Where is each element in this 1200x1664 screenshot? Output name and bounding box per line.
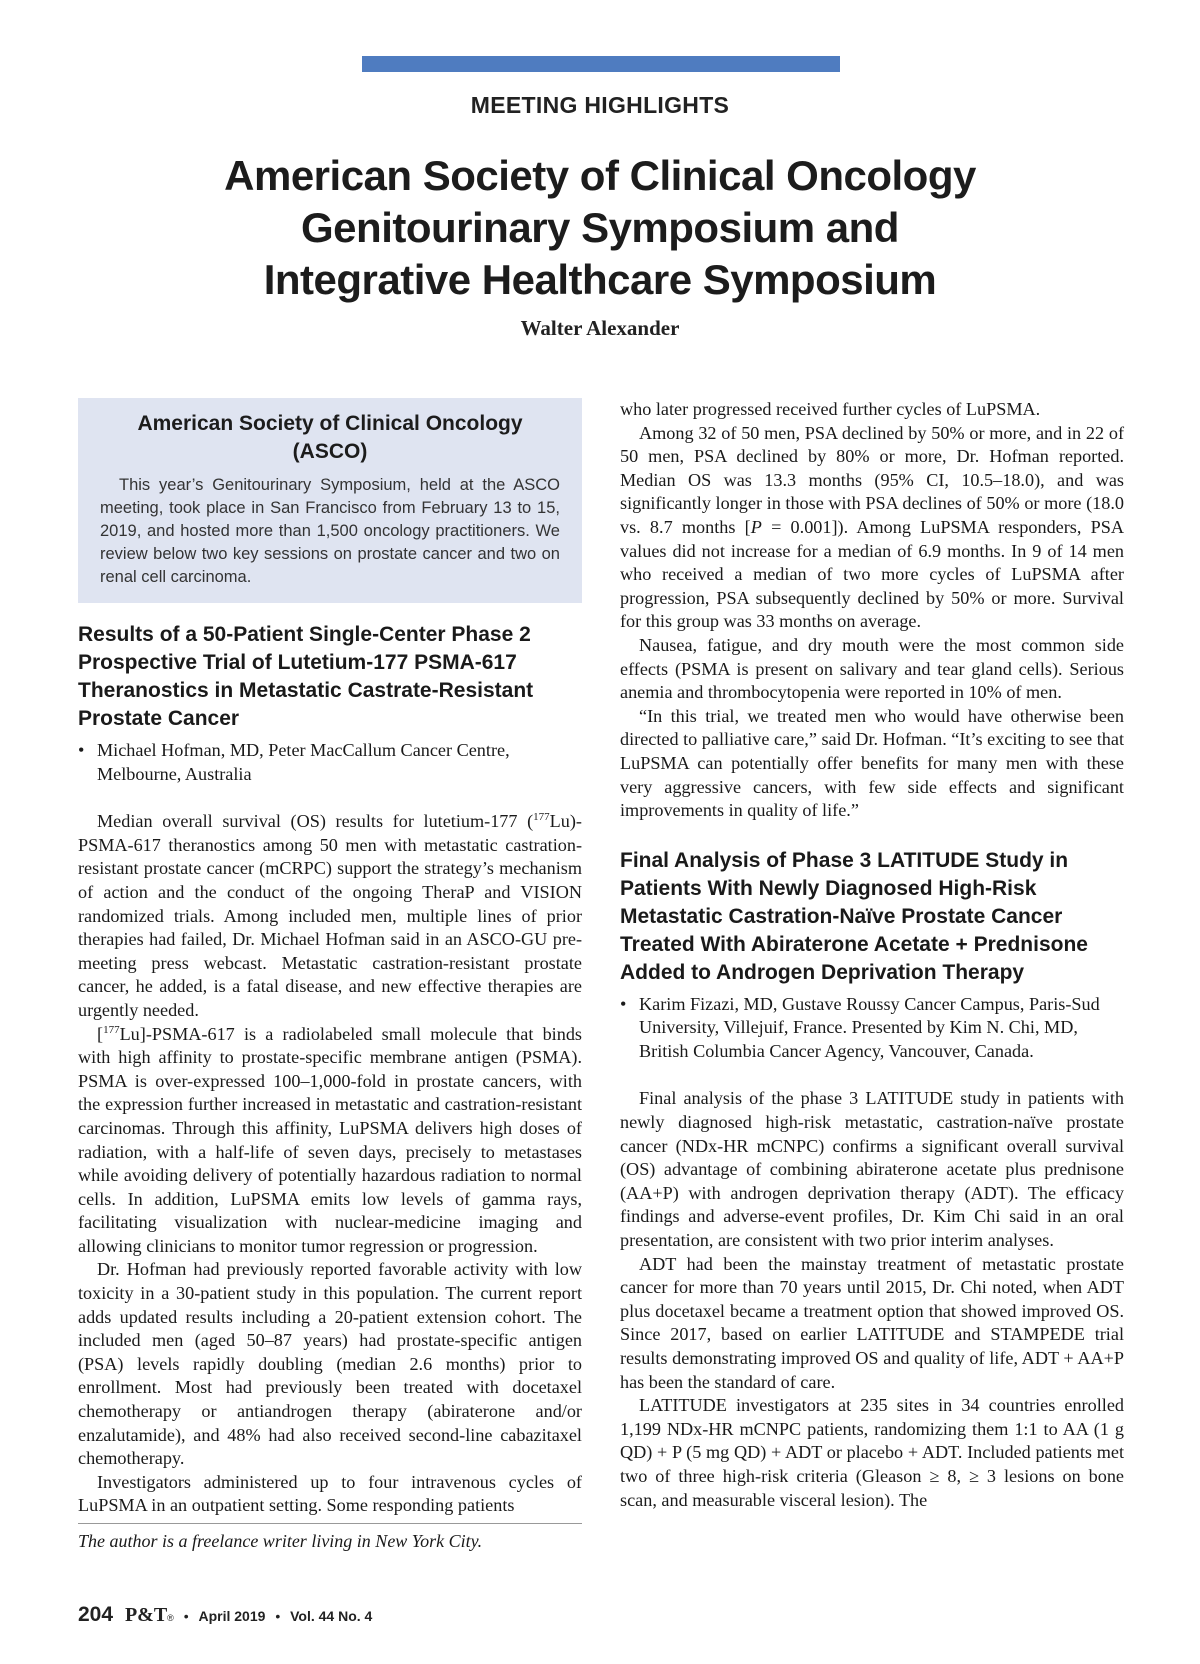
body-paragraph: Final analysis of the phase 3 LATITUDE study in patients with newly diagnosed high-risk metastatic, castration-naïve prostate cancer (NDx-HR mCNPC) confirms a significant overall survival (OS) advantage of combining abiraterone acetate plus prednisone (AA+P) with androgen deprivation therapy (ADT). The efficacy findings and adverse-event profiles, Dr. Kim Chi said in an oral presentation, are consistent with two prior interim analyses. bbox=[620, 1088, 1124, 1251]
section1-heading: Results of a 50-Patient Single-Center Phase 2 Prospective Trial of Lutetium-177 PSMA-617 Theranostics in Metastatic Castrate-Resistant Prostate Cancer bbox=[78, 623, 534, 730]
presenter-text: Karim Fizazi, MD, Gustave Roussy Cancer Campus, Paris-Sud University, Villejuif, France. Presented by Kim N. Chi, MD, British Columbia Cancer Agency, Vancouver, Canada. bbox=[639, 993, 1100, 1061]
body-paragraph: Nausea, fatigue, and dry mouth were the most common side effects (PSMA is present on salivary and tear gland cells). Serious anemia and thrombocytopenia were reported in 10% of men. bbox=[620, 634, 1124, 703]
article-title bbox=[150, 150, 1050, 306]
body-paragraph: Among 32 of 50 men, PSA declined by 50% or more, and in 22 of 50 men, PSA declined by 80% or more, Dr. Hofman reported. Median OS was 13.3 months (95% CI, 10.5–18.0), and was significantly longer in those with PSA declines of 50% or more (18.0 vs. 8.7 months [P = 0.001]). Among LuPSMA responders, PSA values did not increase for a median of 6.9 months. In 9 of 14 men who received a median of two more cycles of LuPSMA after progression, PSA subsequently declined by 50% or more. Survival for this group was 33 months on average. bbox=[620, 422, 1124, 632]
page-number: 204 bbox=[78, 1603, 114, 1626]
publication-name: P&T bbox=[124, 1604, 168, 1626]
body-paragraph: “In this trial, we treated men who would have otherwise been directed to palliative care,” said Dr. Hofman. “It’s exciting to see that LuPSMA can potentially offer benefits for many men with these very aggressive cancers, with few side effects and significant improvements in quality of life.” bbox=[620, 705, 1125, 821]
body-paragraph: LATITUDE investigators at 235 sites in 34 countries enrolled 1,199 NDx-HR mCNPC patients, randomizing them 1:1 to AA (1 g QD) + P (5 mg QD) + ADT or placebo + ADT. Included patients met two of three high-risk criteria (Gleason ≥ 8, ≥ 3 lesions on bone scan, and measurable visceral lesion). The bbox=[620, 1395, 1124, 1510]
asco-box-heading: American Society of Clinical Oncology (ASCO) bbox=[137, 412, 523, 463]
bullet-dot: • bbox=[620, 993, 627, 1014]
footer-separator: • bbox=[275, 1608, 281, 1624]
asco-box-body: This year’s Genitourinary Symposium, held at the ASCO meeting, took place in San Francisco from February 13 to 15, 2019, and hosted more than 1,500 oncology practitioners. We review below two key sessions on prostate cancer and two on renal cell carcinoma. bbox=[100, 476, 560, 586]
volume-issue: Vol. 44 No. 4 bbox=[290, 1608, 373, 1624]
body-paragraph: [$^{177}$Lu]-PSMA-617 is a radiolabeled small molecule that binds with high affinity to prostate-specific membrane antigen (PSMA). PSMA is over-expressed 100–1,000-fold in prostate cancers, with the expression further increased in metastatic and castration-resistant carcinomas. Through this affinity, LuPSMA delivers high doses of radiation, with a half-life of seven days, precisely to metastases while avoiding delivery of potentially hazardous radiation to normal cells. In addition, LuPSMA emits low levels of gamma rays, facilitating visualization with nuclear-medicine imaging and allowing clinicians to monitor tumor regression or progression. bbox=[78, 1023, 582, 1256]
body-paragraph: ADT had been the mainstay treatment of metastatic prostate cancer for more than 70 years until 2015, Dr. Chi noted, when ADT plus docetaxel became a treatment option that showed improved OS. Since 2017, based on earlier LATITUDE and STAMPEDE trial results demonstrating improved OS and quality of life, ADT + AA+P has been the standard of care. bbox=[620, 1253, 1124, 1392]
body-paragraph: Median overall survival (OS) results for lutetium-177 ($^{177}$Lu)-PSMA-617 theranostics among 50 men with metastatic castration-resistant prostate cancer (mCRPC) support the strategy’s mechanism of action and the conduct of the ongoing TheraP and VISION randomized trials. Among included men, multiple lines of prior therapies had failed, Dr. Michael Hofman said in an ASCO-GU pre-meeting press webcast. Metastatic castration-resistant prostate cancer, he added, is a fatal disease, and new effective therapies are urgently needed. bbox=[78, 811, 582, 1020]
title-line: Integrative Healthcare Symposium bbox=[263, 256, 937, 303]
footnote-divider bbox=[78, 1523, 582, 1524]
section2-presenter bbox=[620, 993, 1124, 1064]
body-paragraph: Investigators administered up to four intravenous cycles of LuPSMA in an outpatient setting. Some responding patients bbox=[78, 1471, 582, 1516]
issue-date: April 2019 bbox=[198, 1608, 266, 1624]
section1-presenter bbox=[78, 739, 582, 786]
body-paragraph: Dr. Hofman had previously reported favorable activity with low toxicity in a 30-patient study in this population. The current report adds updated results including a 20-patient extension cohort. The included men (aged 50–87 years) had prostate-specific antigen (PSA) levels rapidly doubling (median 2.6 months) prior to enrollment. Most had previously been treated with docetaxel chemotherapy or antiandrogen therapy (abiraterone and/or enzalutamide), and 48% had also received second-line cabazitaxel chemotherapy. bbox=[78, 1259, 582, 1469]
author-footnote: The author is a freelance writer living in New York City. bbox=[78, 1531, 483, 1551]
presenter-text: Michael Hofman, MD, Peter MacCallum Cancer Centre, Melbourne, Australia bbox=[97, 740, 510, 784]
header-accent-bar bbox=[362, 56, 840, 72]
body-paragraph: who later progressed received further cycles of LuPSMA. bbox=[620, 399, 1041, 419]
page-footer bbox=[78, 1603, 372, 1627]
footer-separator: • bbox=[183, 1608, 189, 1624]
asco-info-box bbox=[78, 398, 582, 603]
title-line: American Society of Clinical Oncology bbox=[224, 152, 976, 199]
author-byline: Walter Alexander bbox=[520, 316, 680, 340]
bullet-dot: • bbox=[78, 740, 85, 760]
section2-heading: Final Analysis of Phase 3 LATITUDE Study in Patients With Newly Diagnosed High-Risk Metastatic Castration-Naïve Prostate Cancer Treated With Abiraterone Acetate + Prednisone Added to Androgen Deprivation Therapy bbox=[620, 848, 1088, 984]
title-line: Genitourinary Symposium and bbox=[301, 204, 899, 251]
right-column bbox=[620, 398, 1124, 1512]
left-column bbox=[78, 398, 582, 1518]
registered-mark: ® bbox=[167, 1613, 174, 1623]
section-kicker: MEETING HIGHLIGHTS bbox=[470, 92, 730, 118]
